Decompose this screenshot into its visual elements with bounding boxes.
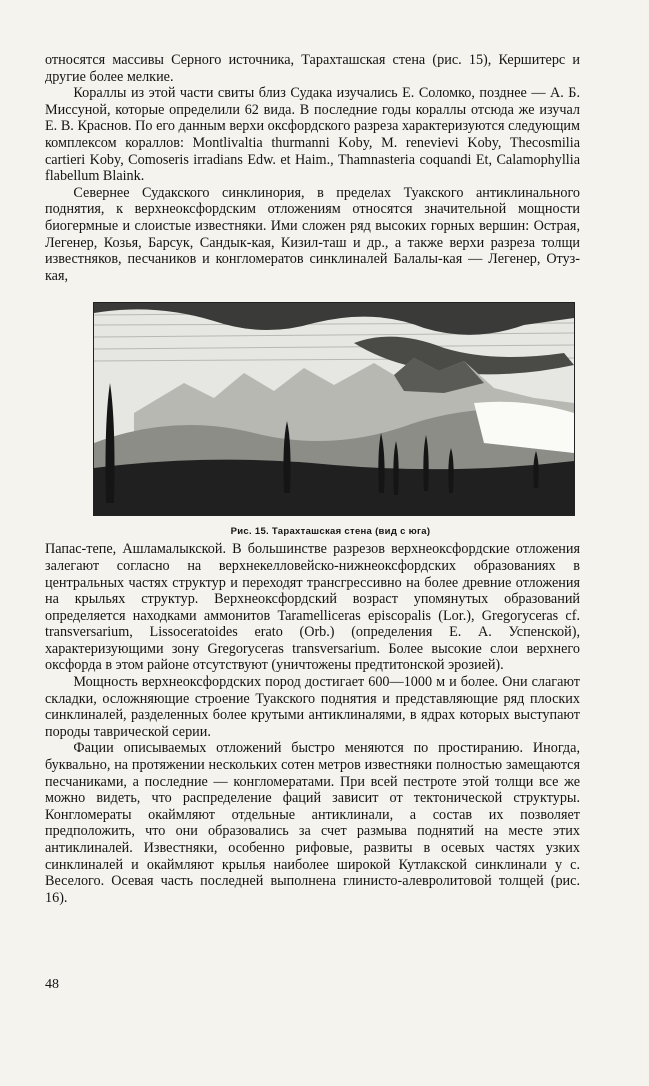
- page-number: 48: [45, 977, 59, 992]
- paragraph-5: Мощность верхнеоксфордских пород достигает 600—1000 м и более. Они слагают складки, осложняющие строение Туакского поднятия и представляющие ряд плоских синклиналей, разделенных более крутыми антиклиналями, в ядрах которых выступают породы таврической серии.: [45, 674, 580, 740]
- mountain-landscape-illustration: [93, 302, 575, 516]
- paragraph-4: Папас-тепе, Ашламалыкской. В большинстве разрезов верхнеоксфордские отложения залегают согласно на верхнекелловейско-нижнеоксфордских образованиях в центральных частях структур и переходят трансгрессивно на более древние отложения на крыльях структур. Верхнеоксфордский возраст упомянутых образований определяется находками аммонитов Taramelliceras episcopalis (Lor.), Gregoryceras cf. transversarium, Lissoceratoides erato (Orb.) (определения Е. А. Успенской), характеризующими зону Gregoryceras transversarium. Более высокие слои верхнего оксфорда в этом районе отсутствуют (уничтожены предтитонской эрозией).: [45, 541, 580, 674]
- paragraph-1: относятся массивы Серного источника, Тарахташская стена (рис. 15), Кершитерс и другие более мелкие.: [45, 52, 580, 85]
- page-body: [45, 52, 580, 906]
- figure-15: [45, 302, 580, 537]
- paragraph-3: Севернее Судакского синклинория, в пределах Туакского антиклинального поднятия, к верхнеоксфордским отложениям относятся значительной мощности биогермные и слоистые известняки. Ими сложен ряд высоких горных вершин: Острая, Легенер, Козья, Барсук, Сандык-кая, Кизил-таш и др., а также верхи разреза толщи известняков, песчаников и конгломератов синклиналей Балалы-кая — Легенер, Отуз-кая,: [45, 184, 580, 284]
- paragraph-2: Кораллы из этой части свиты близ Судака изучались Е. Соломко, позднее — А. Б. Миссуной, которые определили 62 вида. В последние годы кораллы отсюда же изучал Е. В. Краснов. По его данным верхи оксфордского разреза характеризуются следующим комплексом кораллов: Montlivaltia thurmanni Koby, M. renevievi Koby, Thecosmilia cartieri Koby, Comoseris irradians Edw. et Haim., Thamnasteria coquandi Et, Calamophyllia flabellum Blaink.: [45, 85, 580, 185]
- figure-caption: Рис. 15. Тарахташская стена (вид с юга): [230, 526, 431, 538]
- paragraph-6: Фации описываемых отложений быстро меняются по простиранию. Иногда, буквально, на протяжении нескольких сотен метров известняки полностью замещаются песчаниками, а последние — конгломератами. При всей пестроте этой толщи все же можно видеть, что распределение фаций зависит от тектонической структуры. Конгломераты окаймляют отдельные антиклинали, а состав их позволяет предположить, что они образовались за счет размыва поднятий на месте этих антиклиналей. Известняки, особенно рифовые, развиты в осевых частях узких синклиналей и окаймляют крылья наиболее широкой Кутлакской синклинали у с. Веселого. Осевая часть последней выполнена глинисто-алевролитовой толщей (рис. 16).: [45, 740, 580, 906]
